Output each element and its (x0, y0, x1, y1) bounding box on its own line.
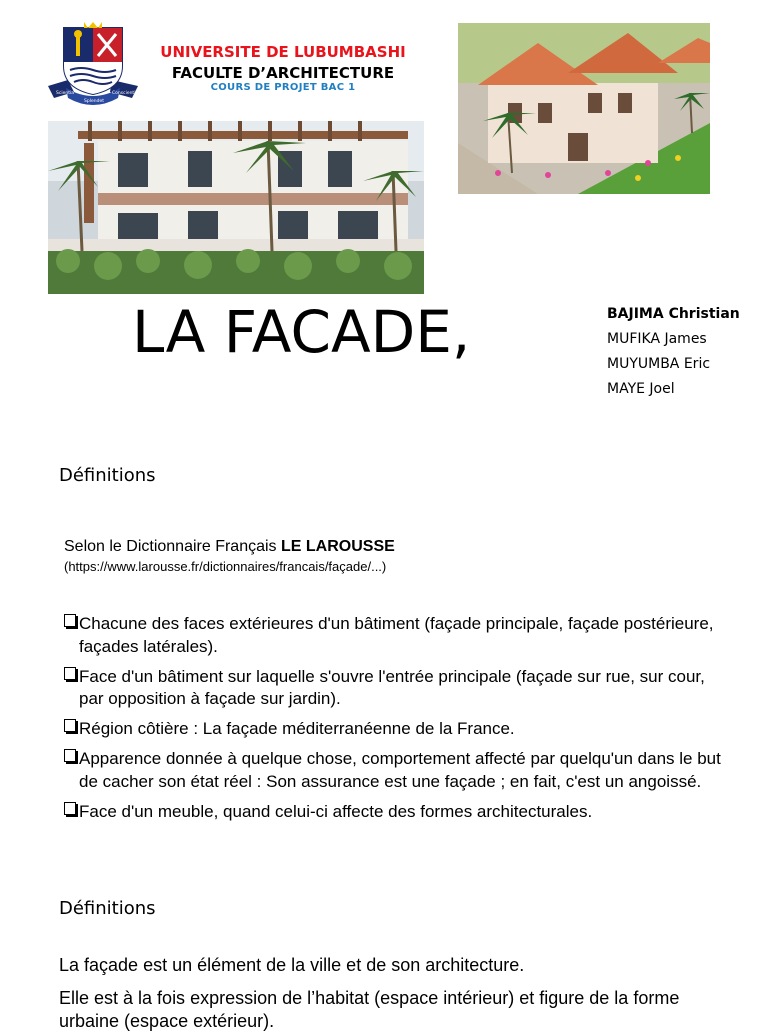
paragraph: Elle est à la fois expression de l’habitat (espace intérieur) et figure de la forme urbaine (espace extérieur). (59, 988, 680, 1031)
definition-list (63, 613, 723, 831)
authors-list (607, 306, 757, 398)
source-intro-text: Selon le Dictionnaire Français (64, 538, 281, 555)
section-heading-definitions-2: Définitions (59, 898, 156, 919)
university-name: UNIVERSITE DE LUBUMBASHI (160, 43, 406, 61)
list-item: Apparence donnée à quelque chose, comportement affecté par quelqu'un dans le but de cacher son état réel : Son assurance est une façade ; en fait, c'est un angoissé. (63, 748, 723, 793)
author: MUYUMBA Eric (607, 356, 711, 372)
logo-motto-right: Conscientia (112, 91, 139, 96)
author-lead: BAJIMA Christian (607, 306, 740, 322)
author: MUFIKA James (607, 331, 707, 347)
paragraph: La façade est un élément de la ville et de son architecture. (59, 955, 525, 975)
checkbox-bullet-icon (64, 802, 76, 815)
checkbox-bullet-icon (64, 719, 76, 732)
checkbox-bullet-icon (64, 667, 76, 680)
list-item: Face d'un meuble, quand celui-ci affecte des formes architecturales. (63, 801, 723, 824)
checkbox-bullet-icon (64, 749, 76, 762)
course-name: COURS DE PROJET BAC 1 (210, 82, 356, 93)
faculty-name: FACULTE D’ARCHITECTURE (171, 64, 395, 82)
list-item: Région côtière : La façade méditerranéenne de la France. (63, 718, 723, 741)
source-intro (64, 538, 395, 556)
page-title: LA FACADE, (132, 298, 471, 366)
logo-motto-left: Scientia (56, 91, 74, 96)
list-item: Chacune des faces extérieures d'un bâtiment (façade principale, façade postérieure, façades latérales). (63, 613, 723, 658)
author: MAYE Joel (607, 381, 675, 397)
source-name: LE LAROUSSE (281, 538, 395, 555)
list-item: Face d'un bâtiment sur laquelle s'ouvre l'entrée principale (façade sur rue, sur cour, par opposition à façade sur jardin). (63, 666, 723, 711)
checkbox-bullet-icon (64, 614, 76, 627)
section-heading-definitions: Définitions (59, 465, 156, 486)
source-url: (https://www.larousse.fr/dictionnaires/francais/façade/...) (64, 559, 387, 574)
university-logo (46, 22, 140, 108)
logo-motto-center: Splendet (84, 99, 104, 104)
house-render-photo (458, 23, 710, 194)
facade-photo (48, 121, 424, 294)
